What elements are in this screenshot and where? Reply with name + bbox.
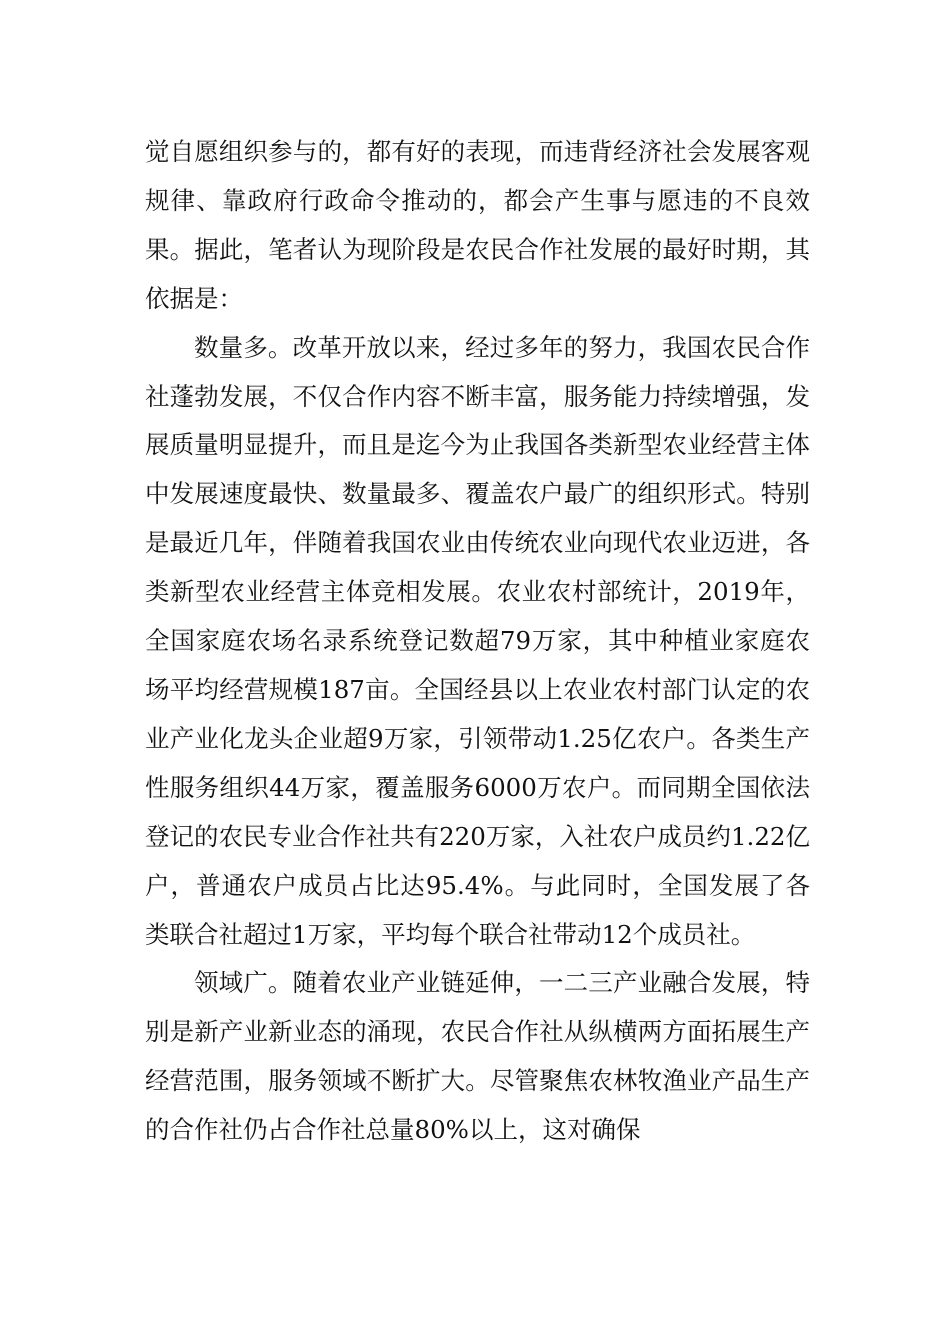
body-text xyxy=(145,128,810,1155)
paragraph-domain: 领域广。随着农业产业链延伸，一二三产业融合发展，特别是新产业新业态的涌现，农民合作社从纵横两方面拓展生产经营范围，服务领域不断扩大。尽管聚焦农林牧渔业产品生产的合作社仍占合作社总量80%以上，这对确保 xyxy=(145,968,810,1145)
paragraph-quantity: 数量多。改革开放以来，经过多年的努力，我国农民合作社蓬勃发展，不仅合作内容不断丰富，服务能力持续增强，发展质量明显提升，而且是迄今为止我国各类新型农业经营主体中发展速度最快、数量最多、覆盖农户最广的组织形式。特别是最近几年，伴随着我国农业由传统农业向现代农业迈进，各类新型农业经营主体竞相发展。农业农村部统计，2019年，全国家庭农场名录系统登记数超79万家，其中种植业家庭农场平均经营规模187亩。全国经县以上农业农村部门认定的农业产业化龙头企业超9万家，引领带动1.25亿农户。各类生产性服务组织44万家，覆盖服务6000万农户。而同期全国依法登记的农民专业合作社共有220万家，入社农户成员约1.22亿户，普通农户成员占比达95.4%。与此同时，全国发展了各类联合社超过1万家，平均每个联合社带动12个成员社。 xyxy=(145,332,810,949)
paragraph-continuation: 觉自愿组织参与的，都有好的表现，而违背经济社会发展客观规律、靠政府行政命令推动的，都会产生事与愿违的不良效果。据此，笔者认为现阶段是农民合作社发展的最好时期，其依据是： xyxy=(145,137,810,313)
